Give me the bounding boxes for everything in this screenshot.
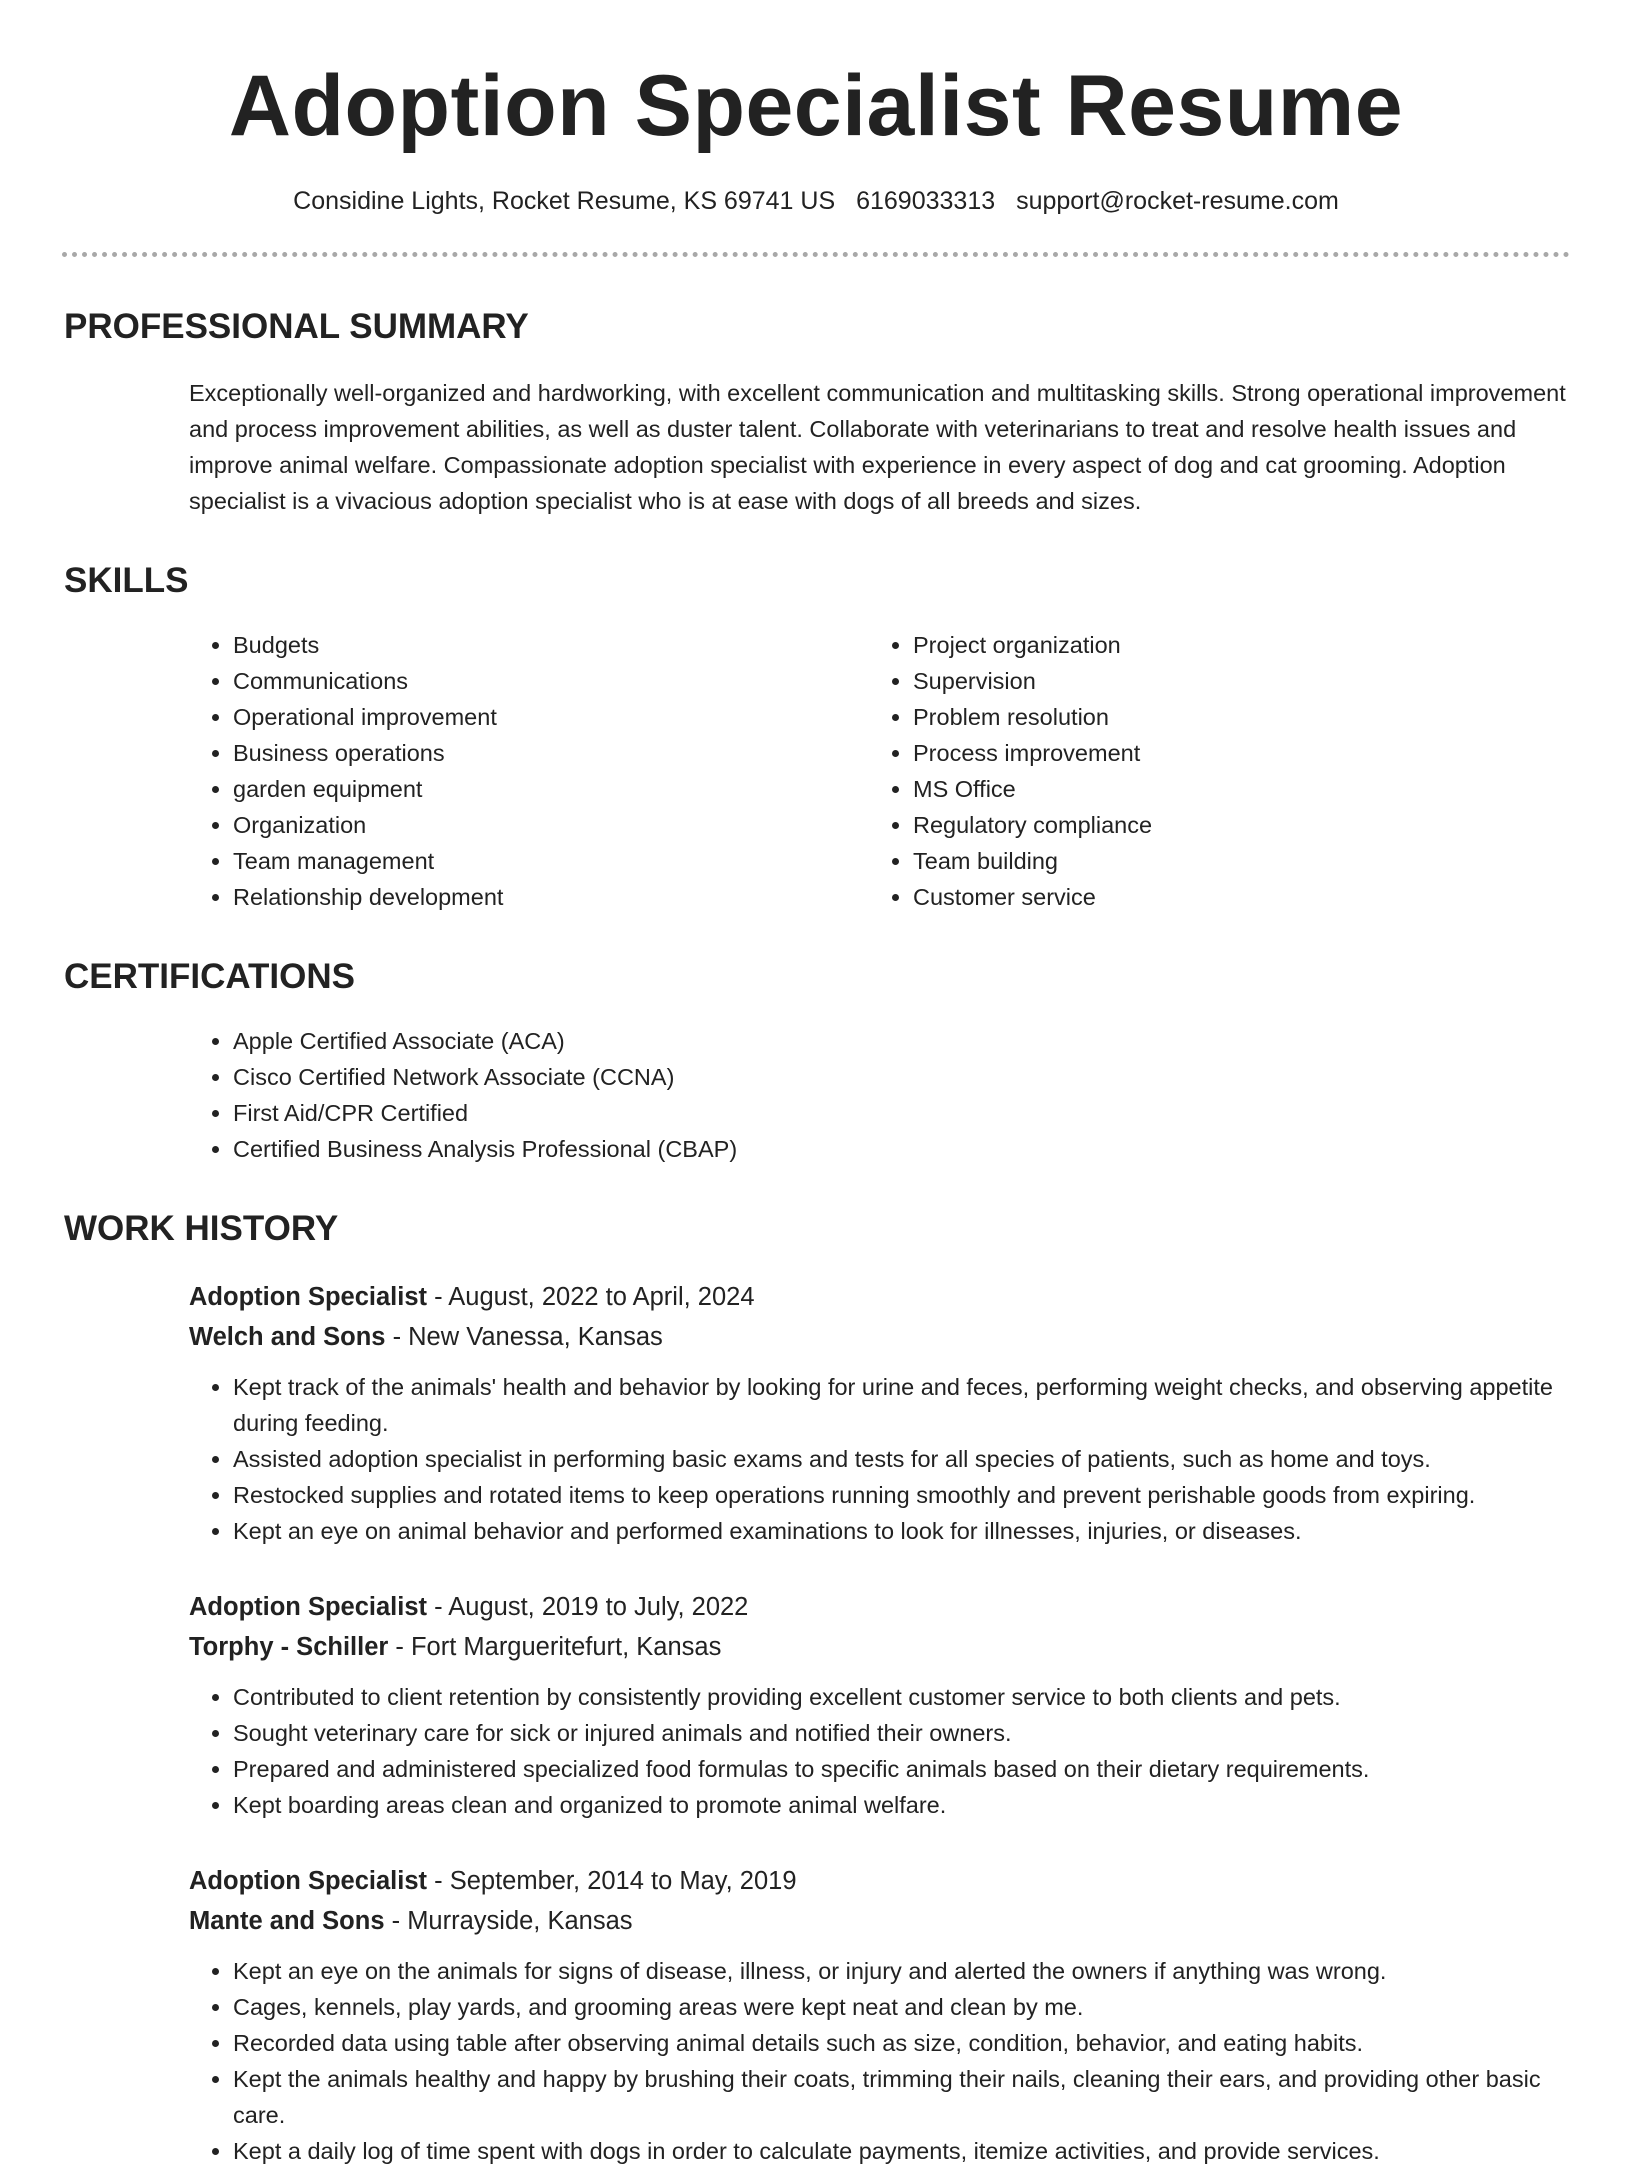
resume-title: Adoption Specialist Resume	[228, 58, 1404, 154]
job-bullet: • Restocked supplies and rotated items to keep operations running smoothly and prevent perishable goods from expiring.	[233, 1477, 1570, 1513]
summary-text: Exceptionally well-organized and hardworking, with excellent communication and multitasking skills. Strong operational improvement and process improvement abilities, as well as duster talent. Collaborate with veterinarians to treat and resolve health issues and improve animal welfare. Compassionate adoption specialist with experience in every aspect of dog and cat grooming. Adoption specialist is a vivacious adoption specialist who is at ease with dogs of all breeds and sizes.	[189, 380, 1566, 514]
skill-item: • Team building	[913, 843, 1549, 879]
skill-item: • Communications	[233, 663, 869, 699]
certifications-list	[189, 1023, 1570, 1167]
skill-item: • Process improvement	[913, 735, 1549, 771]
header-divider	[62, 252, 1570, 257]
job-bullet: • Contributed to client retention by consistently providing excellent customer service to both clients and pets.	[233, 1679, 1570, 1715]
certifications-heading: CERTIFICATIONS	[64, 957, 356, 996]
job-bullet: • Cages, kennels, play yards, and grooming areas were kept neat and clean by me.	[233, 1989, 1570, 2025]
certification-item: • Cisco Certified Network Associate (CCNA)	[233, 1059, 1570, 1095]
jobs-list	[189, 1277, 1570, 2169]
job-bullet: • Recorded data using table after observing animal details such as size, condition, behavior, and eating habits.	[233, 2025, 1570, 2061]
job-role-line	[189, 1861, 1570, 1901]
job-bullet: • Assisted adoption specialist in performing basic exams and tests for all species of patients, such as home and toys.	[233, 1441, 1570, 1477]
skill-item: • Supervision	[913, 663, 1549, 699]
skill-item: • Relationship development	[233, 879, 869, 915]
job-bullet: • Kept an eye on the animals for signs of disease, illness, or injury and alerted the owners if anything was wrong.	[233, 1953, 1570, 1989]
job-role-line	[189, 1277, 1570, 1317]
job-dates: - August, 2022 to April, 2024	[427, 1283, 755, 1311]
job-dates: - September, 2014 to May, 2019	[427, 1867, 797, 1895]
job-company: Welch and Sons	[189, 1323, 386, 1351]
skills-list-right	[869, 627, 1549, 915]
contact-line	[0, 184, 1632, 218]
skill-item: • Project organization	[913, 627, 1549, 663]
job-company-line	[189, 1627, 1570, 1667]
job-company-line	[189, 1317, 1570, 1357]
job-bullet: • Kept the animals healthy and happy by brushing their coats, trimming their nails, cleaning their ears, and providing other basic care.	[233, 2061, 1570, 2133]
job-entry	[189, 1861, 1570, 2169]
job-bullet: • Sought veterinary care for sick or injured animals and notified their owners.	[233, 1715, 1570, 1751]
work-history-section	[0, 1207, 1632, 2169]
skill-item: • Business operations	[233, 735, 869, 771]
job-entry	[189, 1587, 1570, 1823]
job-bullets	[189, 1369, 1570, 1549]
contact-phone: 6169033313	[856, 187, 996, 215]
certifications-section	[0, 955, 1632, 1167]
skills-heading: SKILLS	[64, 561, 189, 600]
job-bullets	[189, 1953, 1570, 2169]
work-history-heading: WORK HISTORY	[64, 1209, 339, 1248]
job-role-line	[189, 1587, 1570, 1627]
summary-heading: PROFESSIONAL SUMMARY	[64, 307, 529, 346]
job-location: - Fort Margueritefurt, Kansas	[388, 1633, 722, 1661]
skill-item: • Operational improvement	[233, 699, 869, 735]
contact-email: support@rocket-resume.com	[1016, 187, 1339, 215]
skills-column-left	[189, 627, 869, 915]
job-location: - New Vanessa, Kansas	[385, 1323, 663, 1351]
job-company: Torphy - Schiller	[189, 1633, 389, 1661]
job-bullet: • Kept a daily log of time spent with dogs in order to calculate payments, itemize activities, and provide services.	[233, 2133, 1570, 2169]
skill-item: • Problem resolution	[913, 699, 1549, 735]
certification-item: • Certified Business Analysis Professional (CBAP)	[233, 1131, 1570, 1167]
certification-item: • First Aid/CPR Certified	[233, 1095, 1570, 1131]
job-role: Adoption Specialist	[189, 1593, 428, 1621]
certifications-list-wrap	[189, 1023, 1570, 1167]
skills-column-right	[869, 627, 1549, 915]
skills-columns	[189, 627, 1570, 915]
job-dates: - August, 2019 to July, 2022	[427, 1593, 749, 1621]
job-bullet: • Kept track of the animals' health and behavior by looking for urine and feces, performing weight checks, and observing appetite during feeding.	[233, 1369, 1570, 1441]
skill-item: • Team management	[233, 843, 869, 879]
job-bullet: • Prepared and administered specialized food formulas to specific animals based on their dietary requirements.	[233, 1751, 1570, 1787]
job-location: - Murrayside, Kansas	[384, 1907, 633, 1935]
job-bullet: • Kept an eye on animal behavior and performed examinations to look for illnesses, injuries, or diseases.	[233, 1513, 1570, 1549]
job-company: Mante and Sons	[189, 1907, 385, 1935]
job-role: Adoption Specialist	[189, 1283, 428, 1311]
skill-item: • garden equipment	[233, 771, 869, 807]
contact-address: Considine Lights, Rocket Resume, KS 69741 US	[293, 187, 836, 215]
job-bullets	[189, 1679, 1570, 1823]
job-bullet: • Kept boarding areas clean and organized to promote animal welfare.	[233, 1787, 1570, 1823]
skill-item: • Organization	[233, 807, 869, 843]
skill-item: • Regulatory compliance	[913, 807, 1549, 843]
skills-list-left	[189, 627, 869, 915]
summary-section	[0, 305, 1632, 519]
job-entry	[189, 1277, 1570, 1549]
job-role: Adoption Specialist	[189, 1867, 428, 1895]
certification-item: • Apple Certified Associate (ACA)	[233, 1023, 1570, 1059]
skill-item: • Budgets	[233, 627, 869, 663]
skills-section	[0, 559, 1632, 915]
skill-item: • MS Office	[913, 771, 1549, 807]
job-company-line	[189, 1901, 1570, 1941]
skill-item: • Customer service	[913, 879, 1549, 915]
